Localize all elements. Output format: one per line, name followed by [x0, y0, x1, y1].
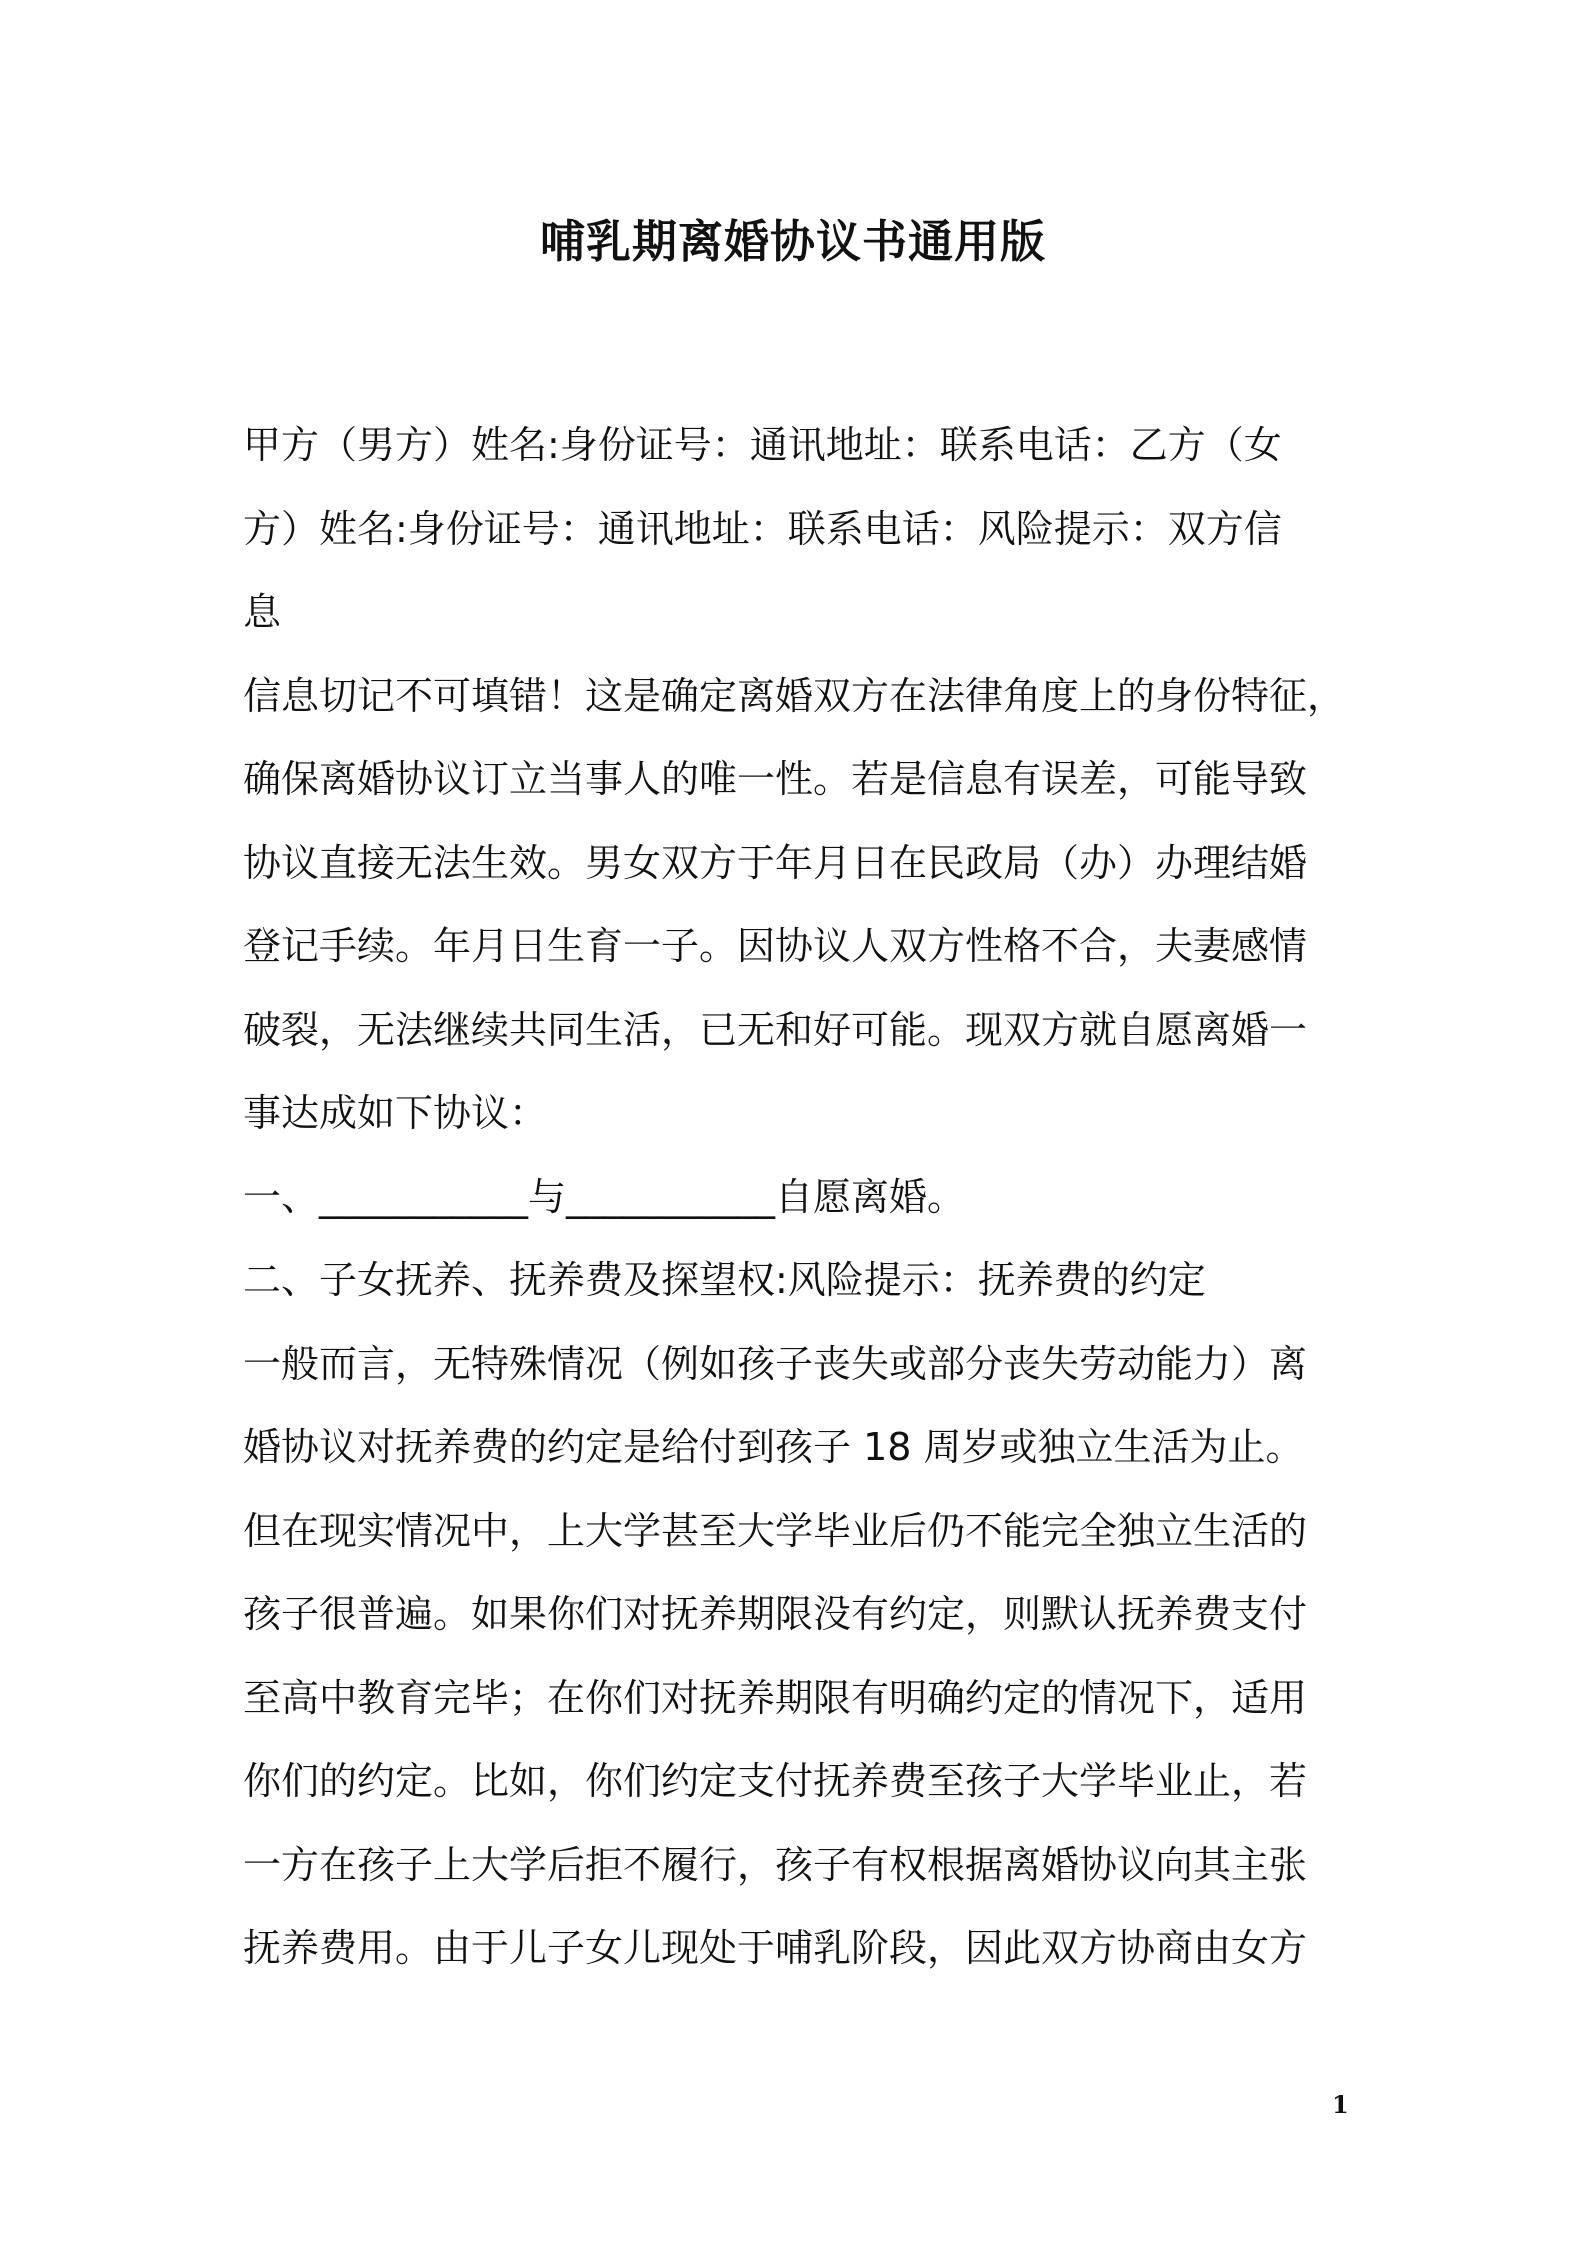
body-line: 确保离婚协议订立当事人的唯一性。若是信息有误差，可能导致: [243, 757, 1308, 801]
body-line: 协议直接无法生效。男女双方于年月日在民政局（办）办理结婚: [243, 840, 1308, 885]
body-line: 信息切记不可填错！这是确定离婚双方在法律角度上的身份特征，: [243, 673, 1346, 718]
body-line: 一般而言，无特殊情况（例如孩子丧失或部分丧失劳动能力）离: [243, 1341, 1308, 1386]
body-line: 息: [243, 590, 282, 634]
body-line: 登记手续。年月日生育一子。因协议人双方性格不合，夫妻感情: [243, 924, 1308, 968]
body-line: 孩子很普遍。如果你们对抚养期限没有约定，则默认抚养费支付: [243, 1592, 1308, 1636]
clause-one: 一、___________与___________自愿离婚。: [243, 1174, 966, 1219]
body-line: 婚协议对抚养费的约定是给付到孩子 18 周岁或独立生活为止。: [243, 1425, 1304, 1469]
body-line: 至高中教育完毕；在你们对抚养期限有明确约定的情况下，适用: [243, 1675, 1308, 1720]
clause-two-heading: 二、子女抚养、抚养费及探望权:风险提示：抚养费的约定: [243, 1258, 1206, 1302]
body-line: 抚养费用。由于儿子女儿现处于哺乳阶段，因此双方协商由女方: [243, 1926, 1308, 1970]
body-line: 破裂，无法继续共同生活，已无和好可能。现双方就自愿离婚一: [243, 1007, 1308, 1052]
body-line: 一方在孩子上大学后拒不履行，孩子有权根据离婚协议向其主张: [243, 1842, 1308, 1887]
body-line: 你们的约定。比如，你们约定支付抚养费至孩子大学毕业止，若: [243, 1759, 1308, 1803]
body-line: 事达成如下协议：: [243, 1091, 548, 1135]
page-number: 1: [1332, 2090, 1349, 2119]
body-line: 方）姓名:身份证号：通讯地址：联系电话：风险提示：双方信: [243, 506, 1282, 551]
body-line: 但在现实情况中，上大学甚至大学毕业后仍不能完全独立生活的: [243, 1508, 1308, 1553]
document-body: [243, 404, 1353, 1991]
body-line: 甲方（男方）姓名:身份证号：通讯地址：联系电话：乙方（女: [243, 423, 1282, 467]
document-title: 哺乳期离婚协议书通用版: [539, 215, 1046, 268]
